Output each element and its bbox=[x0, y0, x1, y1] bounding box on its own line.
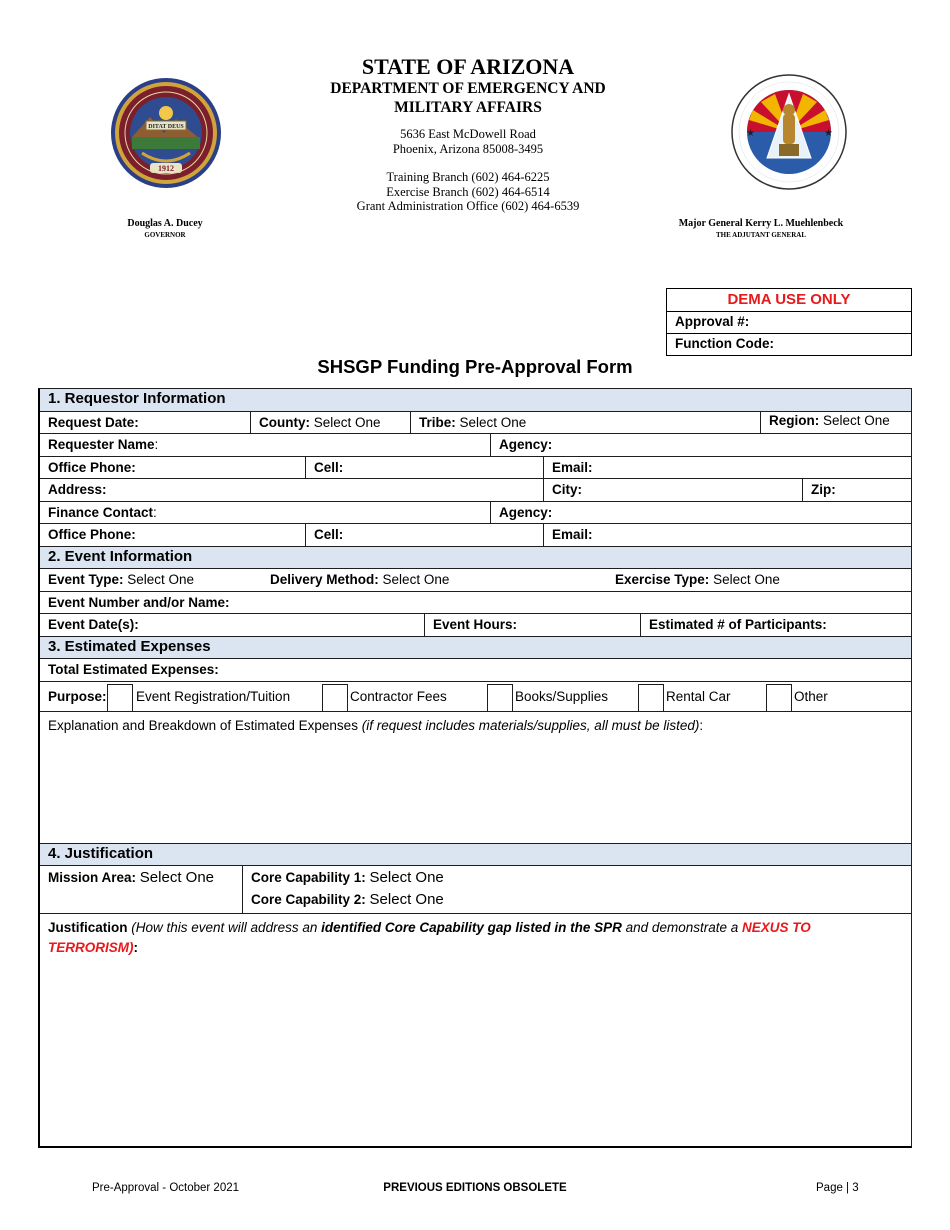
region-value: Select One bbox=[823, 412, 890, 428]
county-label: County: bbox=[259, 414, 310, 430]
seal-motto: DITAT DEUS bbox=[148, 124, 184, 130]
star-right-icon: ★ bbox=[824, 128, 833, 139]
section-requestor-title: 1. Requestor Information bbox=[48, 390, 226, 407]
explanation-colon: : bbox=[699, 717, 704, 733]
delivery-method-label: Delivery Method: bbox=[270, 572, 379, 587]
core-capability-1-value: Select One bbox=[369, 869, 444, 886]
state-heading: STATE OF ARIZONA bbox=[361, 54, 575, 79]
section-requestor-header bbox=[40, 389, 911, 412]
footer-page-number: Page | 3 bbox=[816, 1182, 859, 1194]
core-capability-1-select[interactable] bbox=[251, 867, 904, 889]
requester-name-colon: : bbox=[154, 437, 159, 452]
region-label: Region: bbox=[769, 412, 820, 428]
email-field[interactable]: Email: bbox=[543, 457, 912, 479]
event-type-label: Event Type: bbox=[48, 572, 124, 587]
footer-center: PREVIOUS EDITIONS OBSOLETE bbox=[383, 1182, 567, 1194]
department-line-1: DEPARTMENT OF EMERGENCY AND bbox=[330, 80, 606, 97]
event-type-select[interactable] bbox=[40, 569, 262, 591]
justification-note-bold: identified Core Capability gap listed in the SPR bbox=[321, 920, 622, 935]
justification-field[interactable] bbox=[40, 914, 911, 1146]
core-capabilities bbox=[242, 866, 912, 913]
finance-contact-label: Finance Contact bbox=[48, 504, 154, 520]
event-hours-field[interactable]: Event Hours: bbox=[424, 614, 640, 636]
section-expenses-header bbox=[40, 637, 911, 660]
mission-area-label: Mission Area: bbox=[48, 870, 137, 885]
justification-colon: : bbox=[133, 940, 138, 955]
event-number-field[interactable]: Event Number and/or Name: bbox=[48, 594, 230, 610]
finance-contact-row bbox=[40, 502, 911, 525]
cell-field[interactable]: Cell: bbox=[305, 457, 543, 479]
governor-title: GOVERNOR bbox=[144, 231, 186, 239]
seal-year: 1912 bbox=[158, 164, 174, 173]
exercise-type-select[interactable] bbox=[607, 569, 912, 591]
finance-agency-field[interactable]: Agency: bbox=[490, 502, 912, 524]
region-select[interactable] bbox=[760, 412, 912, 434]
phone-training: Training Branch (602) 464-6225 bbox=[386, 170, 550, 184]
delivery-method-value: Select One bbox=[382, 572, 450, 587]
justification-close: ) bbox=[129, 940, 134, 955]
letterhead bbox=[300, 55, 636, 214]
requester-name-row bbox=[40, 434, 911, 457]
mission-row bbox=[40, 866, 911, 914]
event-dates-row bbox=[40, 614, 911, 637]
justification-label: Justification bbox=[48, 920, 128, 935]
justification-note-1: (How this event will address an bbox=[127, 920, 322, 935]
agency-field[interactable]: Agency: bbox=[490, 434, 912, 456]
total-expenses-row bbox=[40, 659, 911, 682]
tribe-label: Tribe: bbox=[419, 414, 456, 430]
requester-name-field[interactable] bbox=[40, 434, 490, 456]
exercise-type-label: Exercise Type: bbox=[615, 572, 710, 587]
mission-area-select[interactable] bbox=[40, 866, 242, 913]
event-dates-field[interactable]: Event Date(s): bbox=[48, 617, 139, 632]
purpose-label: Purpose: bbox=[48, 688, 107, 704]
event-type-value: Select One bbox=[127, 572, 195, 587]
approval-number-field[interactable]: Approval #: bbox=[667, 311, 911, 333]
total-expenses-field[interactable]: Total Estimated Expenses: bbox=[48, 662, 219, 677]
address-line-2: Phoenix, Arizona 85008-3495 bbox=[392, 141, 544, 156]
section-justification-header bbox=[40, 844, 911, 867]
finance-office-phone-field[interactable]: Office Phone: bbox=[48, 527, 136, 542]
function-code-field[interactable]: Function Code: bbox=[667, 333, 911, 355]
purpose-contractor-label: Contractor Fees bbox=[350, 688, 447, 704]
core-capability-2-value: Select One bbox=[369, 891, 444, 908]
tribe-value: Select One bbox=[459, 414, 527, 430]
address-row bbox=[40, 479, 911, 502]
core-capability-2-select[interactable] bbox=[251, 889, 904, 911]
office-phone-field[interactable]: Office Phone: bbox=[48, 459, 136, 475]
county-value: Select One bbox=[313, 414, 381, 430]
core-capability-2-label: Core Capability 2: bbox=[251, 892, 366, 907]
dema-use-only-box bbox=[666, 288, 912, 356]
city-field[interactable]: City: bbox=[543, 479, 802, 501]
expenses-explanation-field[interactable] bbox=[40, 712, 911, 844]
purpose-books-label: Books/Supplies bbox=[515, 688, 609, 704]
section-justification-title: 4. Justification bbox=[48, 844, 154, 862]
pre-approval-form bbox=[38, 388, 912, 1148]
adjutant-name: Major General Kerry L. Muehlenbeck bbox=[678, 218, 844, 229]
explanation-label: Explanation and Breakdown of Estimated Expenses bbox=[48, 717, 362, 733]
footer-left: Pre-Approval - October 2021 bbox=[92, 1182, 240, 1194]
zip-field[interactable]: Zip: bbox=[802, 479, 912, 501]
form-title: SHSGP Funding Pre-Approval Form bbox=[317, 356, 633, 377]
purpose-rental-car-label: Rental Car bbox=[666, 688, 731, 704]
contact-row-1 bbox=[40, 457, 911, 480]
purpose-registration-label: Event Registration/Tuition bbox=[136, 688, 291, 704]
purpose-row bbox=[40, 682, 911, 712]
star-left-icon: ★ bbox=[746, 128, 755, 139]
governor-name: Douglas A. Ducey bbox=[127, 218, 203, 229]
explanation-note: (if request includes materials/supplies, all must be listed) bbox=[361, 717, 700, 733]
mission-area-value: Select One bbox=[139, 869, 215, 886]
address-line-1: 5636 East McDowell Road bbox=[400, 127, 536, 141]
event-type-row bbox=[40, 569, 911, 592]
request-row bbox=[40, 412, 911, 435]
adjutant-title: THE ADJUTANT GENERAL bbox=[716, 231, 806, 239]
requester-name-label: Requester Name bbox=[48, 437, 155, 452]
contact-row-2 bbox=[40, 524, 911, 547]
request-date-field[interactable]: Request Date: bbox=[48, 414, 139, 430]
core-capability-1-label: Core Capability 1: bbox=[251, 870, 366, 885]
department-line-2: MILITARY AFFAIRS bbox=[394, 99, 542, 116]
purpose-other-label: Other bbox=[794, 688, 828, 704]
county-select[interactable] bbox=[250, 412, 410, 434]
section-event-header bbox=[40, 547, 911, 570]
justification-note-2: and demonstrate a bbox=[621, 920, 742, 935]
participants-field[interactable]: Estimated # of Participants: bbox=[640, 614, 912, 636]
section-event-title: 2. Event Information bbox=[48, 547, 193, 565]
finance-contact-field[interactable] bbox=[40, 502, 490, 524]
event-number-row bbox=[40, 592, 911, 615]
finance-cell-field[interactable]: Cell: bbox=[305, 524, 543, 546]
finance-email-field[interactable]: Email: bbox=[543, 524, 912, 546]
justification-nexus: NEXUS TO TERRORISM bbox=[48, 920, 811, 955]
delivery-method-select[interactable] bbox=[262, 569, 607, 591]
finance-contact-colon: : bbox=[153, 504, 157, 520]
dema-title: DEMA USE ONLY bbox=[727, 291, 851, 308]
section-expenses-title: 3. Estimated Expenses bbox=[48, 637, 211, 655]
phone-grant: Grant Administration Office (602) 464-6539 bbox=[356, 199, 580, 213]
exercise-type-value: Select One bbox=[713, 572, 780, 587]
arizona-state-seal bbox=[110, 77, 222, 189]
phone-exercise: Exercise Branch (602) 464-6514 bbox=[386, 184, 550, 199]
tribe-select[interactable] bbox=[410, 412, 760, 434]
address-field[interactable]: Address: bbox=[48, 482, 107, 497]
dema-seal bbox=[731, 74, 847, 190]
